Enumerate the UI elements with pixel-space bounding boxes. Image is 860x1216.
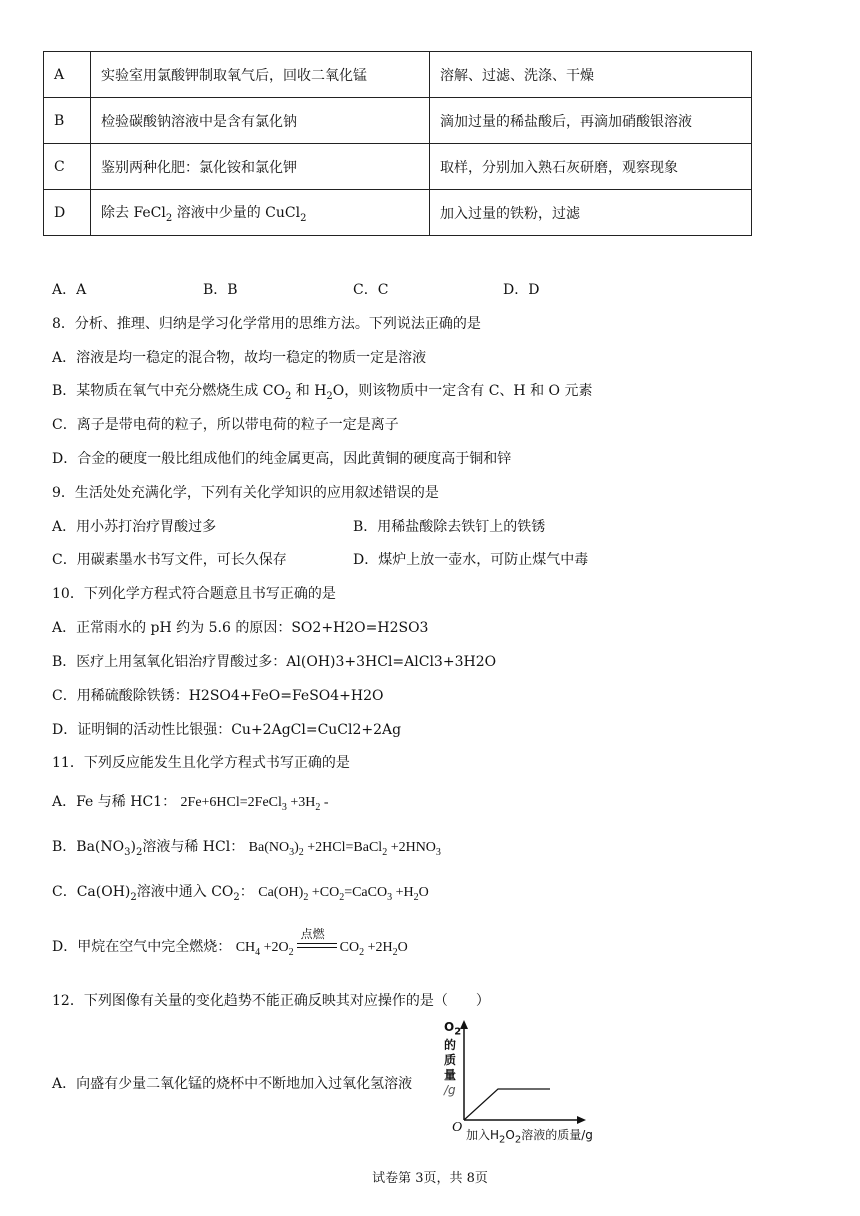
table-row bbox=[44, 98, 752, 144]
q12-option-a[interactable]: A．向盛有少量二氧化锰的烧杯中不断地加入过氧化氢溶液 bbox=[52, 1076, 413, 1092]
y-axis-arrow bbox=[460, 1020, 468, 1029]
text: +2HNO bbox=[387, 840, 436, 855]
y-label-char: 量 bbox=[444, 1068, 457, 1082]
text: O bbox=[444, 1020, 455, 1034]
table-row bbox=[44, 190, 752, 236]
q9-option-b[interactable]: B．用稀盐酸除去铁钉上的铁锈 bbox=[353, 519, 546, 535]
option-label bbox=[52, 884, 254, 903]
subscript: 2 bbox=[315, 801, 321, 813]
row-experiment: 鉴别两种化肥：氯化铵和氯化钾 bbox=[91, 144, 430, 190]
subscript: 2 bbox=[392, 946, 398, 958]
text: B．某物质在氧气中充分燃烧生成 CO bbox=[52, 383, 285, 399]
options-table bbox=[43, 51, 752, 236]
subscript: 3 bbox=[124, 846, 131, 858]
text: CH bbox=[235, 940, 256, 955]
text: +2HCl=BaCl bbox=[303, 840, 383, 855]
text: ： bbox=[239, 884, 254, 900]
q8-stem: 8．分析、推理、归纳是学习化学常用的思维方法。下列说法正确的是 bbox=[52, 316, 481, 332]
equation bbox=[180, 795, 329, 813]
subscript: 2 bbox=[135, 846, 143, 858]
subscript: 2 bbox=[339, 891, 345, 903]
q10-option-c[interactable]: C．用稀硫酸除铁锈：H2SO4+FeO=FeSO4+H2O bbox=[52, 688, 384, 704]
text: O bbox=[397, 940, 408, 955]
o2-curve bbox=[464, 1089, 550, 1120]
origin-label: O bbox=[452, 1120, 463, 1135]
row-experiment bbox=[91, 190, 430, 236]
text: +H bbox=[392, 885, 414, 900]
y-label-char: /g bbox=[444, 1083, 456, 1097]
row-method: 溶解、过滤、洗涤、干燥 bbox=[430, 52, 752, 98]
option-label bbox=[52, 839, 245, 858]
text: 加入H bbox=[466, 1128, 500, 1142]
q11-option-c[interactable] bbox=[52, 881, 429, 903]
text: 溶液与稀 HCl： bbox=[142, 839, 245, 855]
row-method: 取样，分别加入熟石灰研磨，观察现象 bbox=[430, 144, 752, 190]
x-axis-arrow bbox=[577, 1116, 586, 1124]
option-d[interactable]: D．D bbox=[503, 282, 540, 298]
q10-option-a[interactable]: A．正常雨水的 pH 约为 5.6 的原因：SO2+H2O=H2SO3 bbox=[52, 620, 429, 636]
subscript: 2 bbox=[300, 212, 307, 224]
text: ) bbox=[294, 840, 299, 855]
subscript: 2 bbox=[130, 891, 137, 903]
subscript: 2 bbox=[284, 390, 292, 402]
subscript: 3 bbox=[435, 846, 441, 858]
q11-option-d[interactable] bbox=[52, 926, 408, 958]
row-method: 加入过量的铁粉，过滤 bbox=[430, 190, 752, 236]
table-row bbox=[44, 52, 752, 98]
text: +CO bbox=[308, 885, 340, 900]
option-label: A．Fe 与稀 HC1： bbox=[52, 794, 177, 810]
q9-option-d[interactable]: D．煤炉上放一壶水，可防止煤气中毒 bbox=[353, 552, 589, 568]
text: C．Ca(OH) bbox=[52, 884, 131, 900]
q11-stem: 11．下列反应能发生且化学方程式书写正确的是 bbox=[52, 755, 350, 771]
q8-option-a[interactable]: A．溶液是均一稳定的混合物，故均一稳定的物质一定是溶液 bbox=[52, 350, 427, 366]
subscript: 2 bbox=[454, 1026, 462, 1038]
q9-option-a[interactable]: A．用小苏打治疗胃酸过多 bbox=[52, 519, 217, 535]
text: Ca(OH) bbox=[258, 885, 304, 900]
text: Ba(NO bbox=[248, 840, 290, 855]
subscript: 2 bbox=[413, 891, 419, 903]
row-letter: B bbox=[44, 98, 91, 144]
text: +2O bbox=[260, 940, 289, 955]
text: O bbox=[418, 885, 429, 900]
option-label: D．甲烷在空气中完全燃烧： bbox=[52, 939, 232, 955]
text: 溶液的质量/g bbox=[521, 1128, 593, 1142]
row-letter: A bbox=[44, 52, 91, 98]
subscript: 2 bbox=[288, 946, 294, 958]
q12-graph bbox=[440, 1018, 620, 1148]
equation bbox=[235, 926, 408, 958]
option-b[interactable]: B．B bbox=[203, 282, 238, 298]
x-label bbox=[466, 1126, 593, 1145]
text: 和 H bbox=[291, 383, 327, 399]
subscript: 2 bbox=[303, 891, 309, 903]
text: =CaCO bbox=[344, 885, 388, 900]
equation bbox=[248, 840, 441, 858]
reaction-condition bbox=[297, 926, 337, 957]
q11-option-a[interactable] bbox=[52, 791, 329, 813]
row-method: 滴加过量的稀盐酸后，再滴加硝酸银溶液 bbox=[430, 98, 752, 144]
q12-stem: 12．下列图像有关量的变化趋势不能正确反映其对应操作的是（ ） bbox=[52, 993, 490, 1009]
y-label-char: 的 bbox=[444, 1038, 457, 1052]
table-row bbox=[44, 144, 752, 190]
text: - bbox=[320, 795, 329, 810]
subscript: 3 bbox=[289, 846, 295, 858]
text: O，则该物质中一定含有 C、H 和 O 元素 bbox=[332, 383, 593, 399]
row-experiment: 实验室用氯酸钾制取氧气后，回收二氧化锰 bbox=[91, 52, 430, 98]
subscript: 4 bbox=[255, 946, 261, 958]
text: B．Ba(NO bbox=[52, 839, 125, 855]
equation bbox=[258, 885, 429, 903]
subscript: 2 bbox=[514, 1134, 522, 1146]
subscript: 2 bbox=[298, 846, 304, 858]
row-letter: D bbox=[44, 190, 91, 236]
subscript: 2 bbox=[359, 946, 365, 958]
y-label bbox=[444, 1038, 456, 1098]
row-experiment: 检验碳酸钠溶液中是含有氯化钠 bbox=[91, 98, 430, 144]
q8-option-b[interactable] bbox=[52, 380, 592, 402]
subscript: 2 bbox=[326, 390, 333, 402]
option-a[interactable]: A．A bbox=[52, 282, 87, 298]
option-c[interactable]: C．C bbox=[353, 282, 389, 298]
text: O bbox=[505, 1128, 515, 1142]
text: 溶液中通入 CO bbox=[136, 884, 234, 900]
q10-option-d[interactable]: D．证明铜的活动性比银强：Cu+2AgCl=CuCl2+2Ag bbox=[52, 722, 402, 738]
text: CO bbox=[339, 940, 360, 955]
page-footer: 试卷第 3页，共 8页 bbox=[372, 1171, 488, 1186]
subscript: 3 bbox=[281, 801, 287, 813]
equals-line bbox=[297, 947, 337, 948]
subscript: 2 bbox=[165, 212, 173, 224]
q8-option-c[interactable]: C．离子是带电荷的粒子，所以带电荷的粒子一定是离子 bbox=[52, 417, 399, 433]
text: ) bbox=[130, 839, 136, 855]
subscript: 2 bbox=[233, 891, 240, 903]
text: 溶液中少量的 CuCl bbox=[172, 204, 301, 221]
y-label-char: 质 bbox=[444, 1053, 457, 1067]
row-letter: C bbox=[44, 144, 91, 190]
q9-option-c[interactable]: C．用碳素墨水书写文件，可长久保存 bbox=[52, 552, 287, 568]
q10-stem: 10．下列化学方程式符合题意且书写正确的是 bbox=[52, 586, 336, 602]
text: 除去 FeCl bbox=[101, 204, 166, 221]
equals-line bbox=[297, 943, 337, 944]
text: +2H bbox=[364, 940, 393, 955]
subscript: 2 bbox=[382, 846, 388, 858]
condition-text: 点燃 bbox=[300, 926, 325, 941]
q8-option-d[interactable]: D．合金的硬度一般比组成他们的纯金属更高，因此黄铜的硬度高于铜和锌 bbox=[52, 451, 512, 467]
text: +3H bbox=[286, 795, 316, 810]
y-label-o2 bbox=[444, 1020, 461, 1037]
q9-stem: 9．生活处处充满化学，下列有关化学知识的应用叙述错误的是 bbox=[52, 485, 439, 501]
subscript: 2 bbox=[499, 1134, 506, 1146]
q10-option-b[interactable]: B．医疗上用氢氧化铝治疗胃酸过多：Al(OH)3+3HCl=AlCl3+3H2O bbox=[52, 654, 497, 670]
subscript: 3 bbox=[387, 891, 393, 903]
text: 2Fe+6HCl=2FeCl bbox=[180, 795, 282, 810]
q11-option-b[interactable] bbox=[52, 836, 441, 858]
